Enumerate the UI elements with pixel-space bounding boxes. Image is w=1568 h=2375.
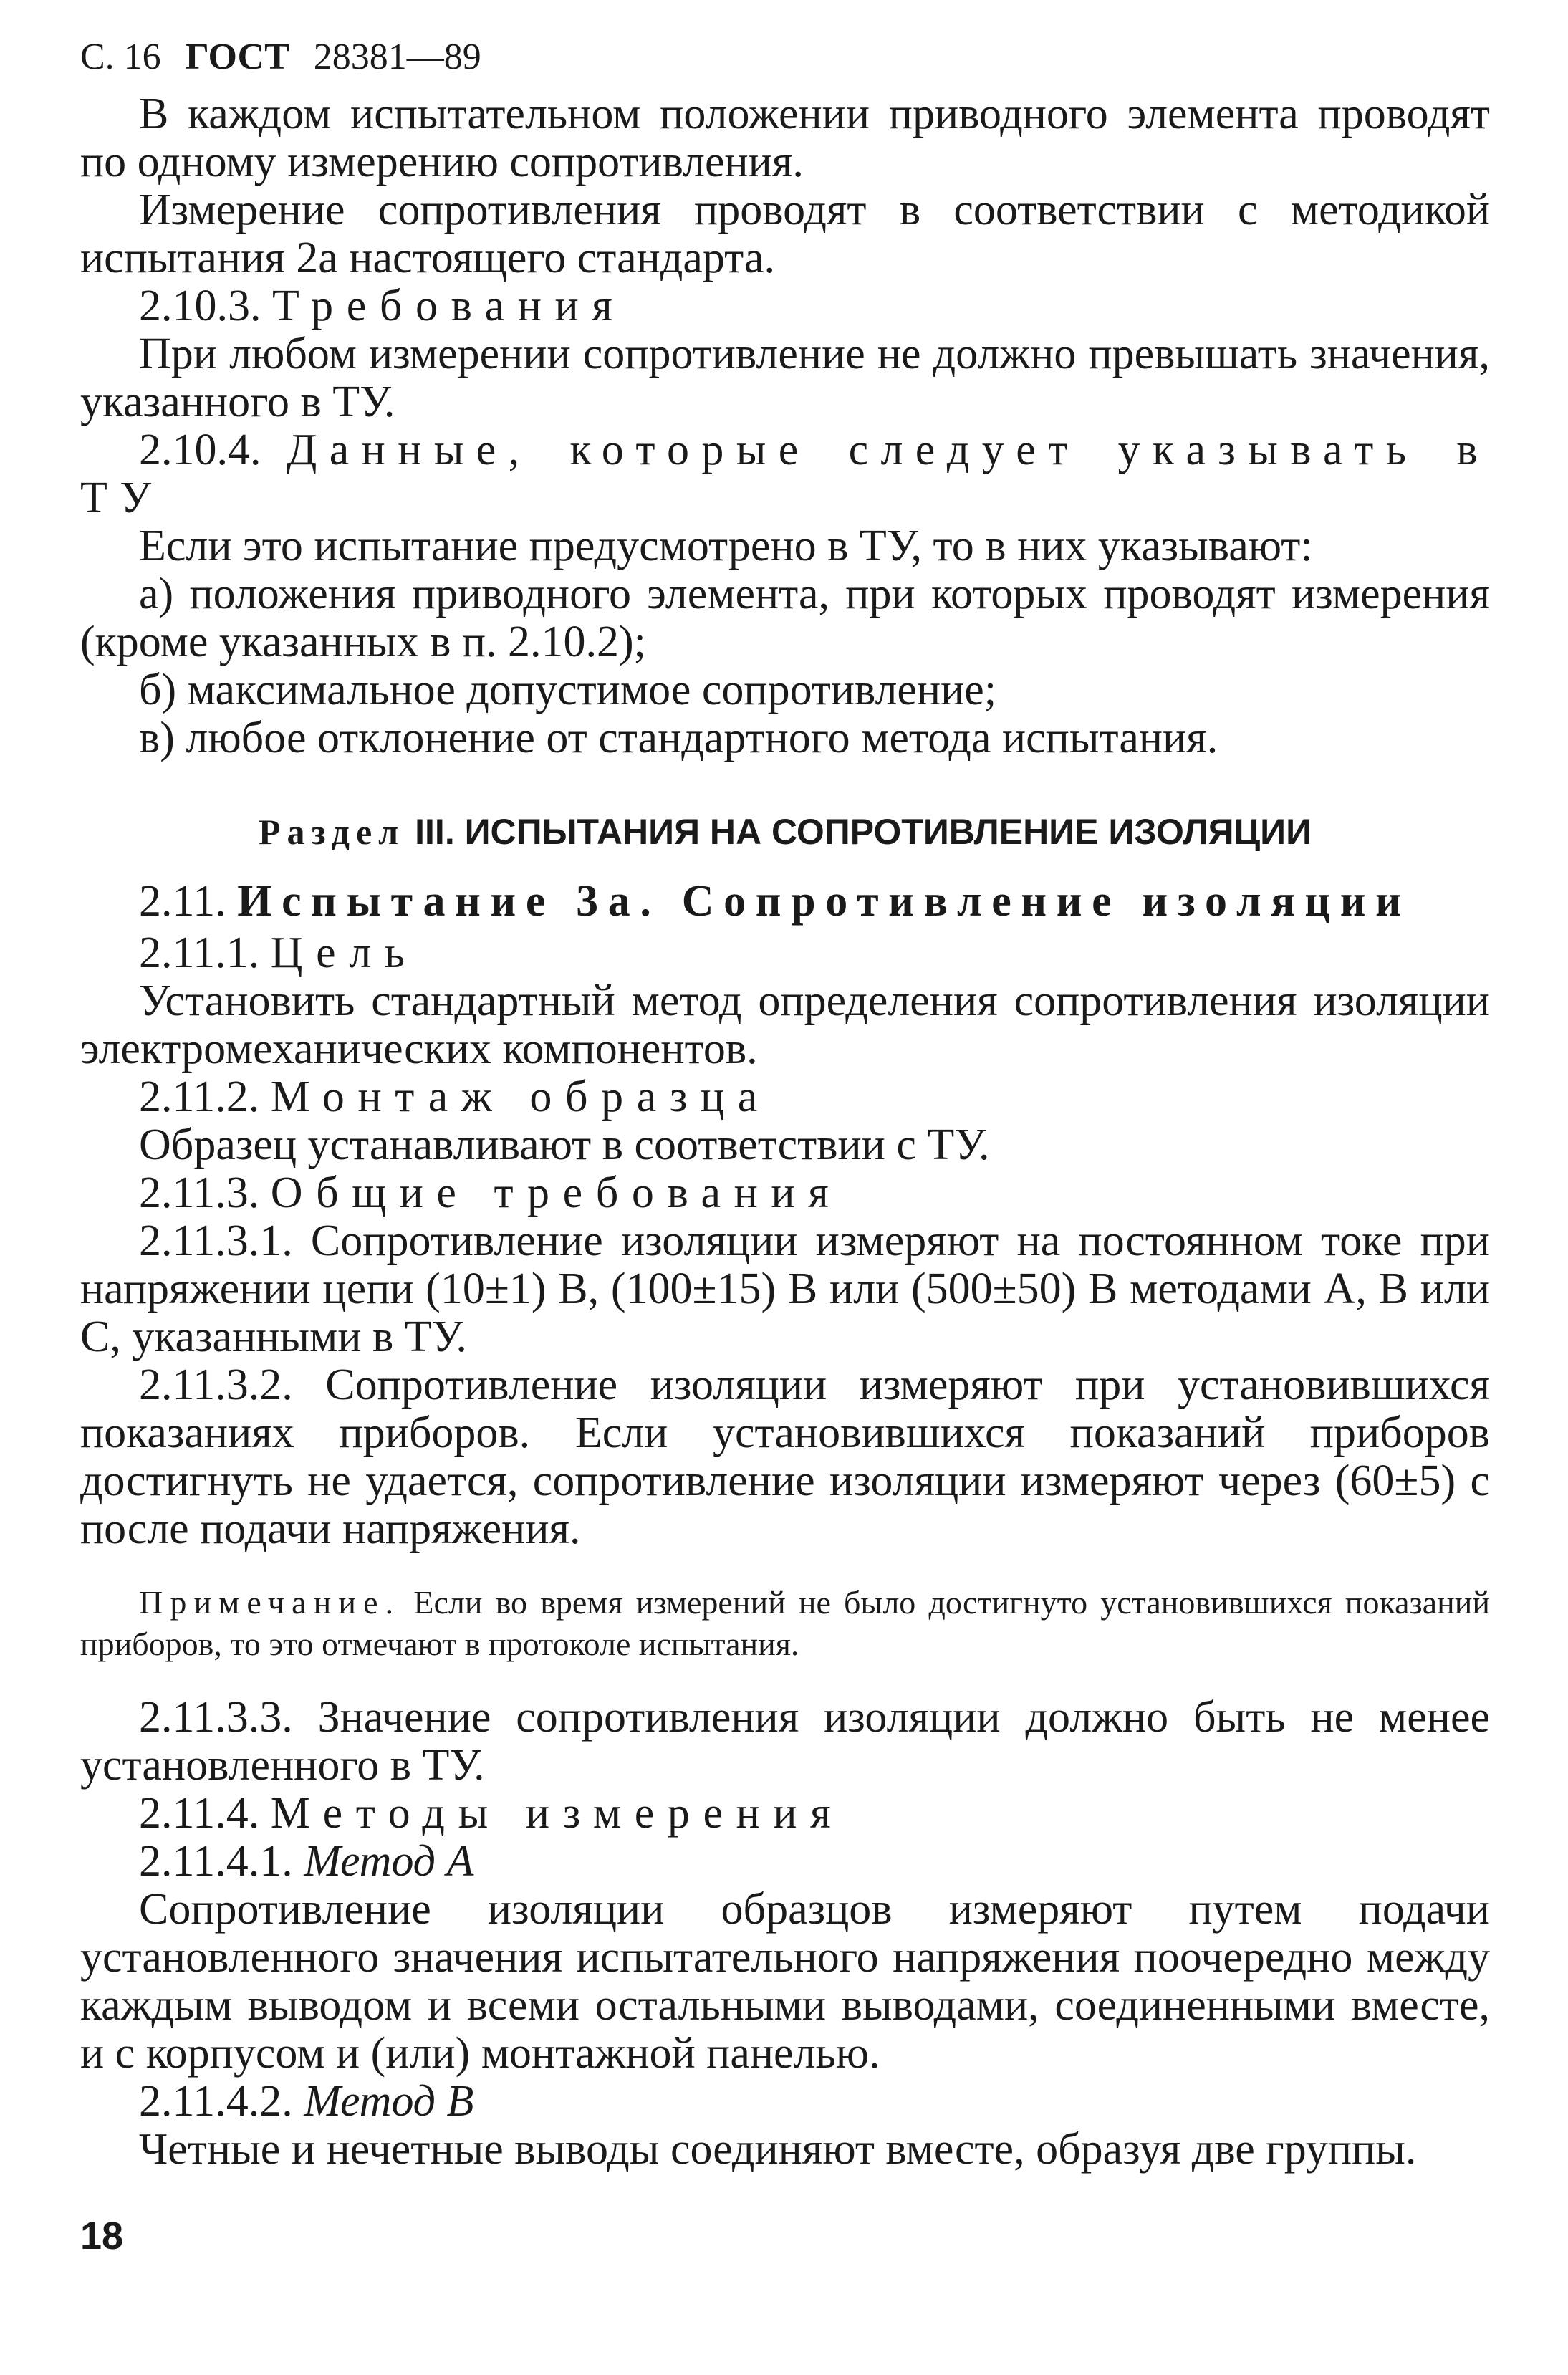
page-indicator: С. 16 — [80, 37, 161, 77]
section-title — [80, 808, 1490, 856]
document-page — [80, 29, 1490, 2174]
subsection-heading — [80, 426, 1490, 522]
subsection-heading — [80, 929, 1490, 977]
note-text: Если во время измерений не было достигнуто установившихся показаний приборов, то это отмечают в протоколе испытания. — [80, 1584, 1490, 1662]
list-item: в) любое отклонение от стандартного метода испытания. — [139, 714, 1218, 762]
subsection-title: Цель — [270, 929, 418, 977]
section-name: III. ИСПЫТАНИЯ НА СОПРОТИВЛЕНИЕ ИЗОЛЯЦИИ — [415, 812, 1312, 852]
subsection-number: 2.11.4.1. — [139, 1837, 293, 1886]
page-number: 18 — [80, 2215, 124, 2258]
section-label: Раздел — [258, 812, 405, 852]
paragraph: 2.11.3.3. Значение сопротивления изоляции должно быть не менее установленного в ТУ. — [80, 1693, 1490, 1790]
standard-number: 28381—89 — [313, 37, 481, 77]
subsection-title: Общие требования — [270, 1169, 842, 1217]
subsection-number: 2.11.2. — [139, 1073, 260, 1121]
paragraph: 2.11.3.1. Сопротивление изоляции измеряют на постоянном токе при напряжении цепи (10±1) В, (100±15) В или (500±50) В методами А, В или С, указанными в ТУ. — [80, 1217, 1490, 1361]
subsection-title: Метод А — [304, 1837, 474, 1886]
test-title: Испытание 3а. Сопротивление изоляции — [237, 877, 1411, 926]
subsection-title: Методы измерения — [270, 1789, 845, 1838]
subsection-number: 2.10.4. — [139, 426, 261, 474]
subsection-heading — [80, 282, 1490, 330]
list-item: б) максимальное допустимое сопротивление; — [139, 666, 997, 714]
paragraph: Если это испытание предусмотрено в ТУ, то в них указывают: — [139, 522, 1313, 570]
paragraph: Образец устанавливают в соответствии с ТУ. — [139, 1121, 990, 1169]
page-header — [80, 29, 1490, 86]
subsection-number: 2.11.4.2. — [139, 2077, 293, 2126]
subsection-number: 2.11.3. — [139, 1169, 260, 1217]
test-heading — [80, 873, 1490, 929]
subsection-heading — [80, 1838, 1490, 1886]
paragraph: Измерение сопротивления проводят в соответствии с методикой испытания 2а настоящего стандарта. — [80, 186, 1490, 282]
subsection-title: Метод В — [304, 2077, 474, 2126]
subsection-title: Данные, которые следует указывать в ТУ — [80, 426, 1491, 522]
list-item: а) положения приводного элемента, при которых проводят измерения (кроме указанных в п. 2.10.2); — [80, 570, 1490, 666]
subsection-heading — [80, 2078, 1490, 2126]
paragraph: При любом измерении сопротивление не должно превышать значения, указанного в ТУ. — [80, 330, 1490, 426]
note-label: Примечание. — [139, 1584, 401, 1621]
paragraph: Установить стандартный метод определения сопротивления изоляции электромеханических компонентов. — [80, 977, 1490, 1073]
subsection-heading — [80, 1073, 1490, 1121]
subsection-title: Требования — [272, 282, 626, 330]
note — [80, 1582, 1490, 1665]
paragraph: 2.11.3.2. Сопротивление изоляции измеряют при установившихся показаниях приборов. Если установившихся показаний приборов достигнуть не удается, сопротивление изоляции измеряют через (60±5) с после подачи напряжения. — [80, 1361, 1490, 1553]
subsection-number: 2.11.1. — [139, 929, 260, 977]
standard-label: ГОСТ — [185, 37, 289, 77]
subsection-title: Монтаж образца — [270, 1073, 771, 1121]
paragraph: В каждом испытательном положении приводного элемента проводят по одному измерению сопротивления. — [80, 90, 1490, 186]
subsection-heading — [80, 1790, 1490, 1838]
subsection-number: 2.11.4. — [139, 1789, 260, 1838]
subsection-heading — [80, 1169, 1490, 1217]
test-number: 2.11. — [139, 877, 226, 926]
paragraph: Четные и нечетные выводы соединяют вместе, образуя две группы. — [139, 2125, 1417, 2174]
subsection-number: 2.10.3. — [139, 282, 261, 330]
paragraph: Сопротивление изоляции образцов измеряют путем подачи установленного значения испытательного напряжения поочередно между каждым выводом и всеми остальными выводами, соединенными вместе, и с корпусом и (или) монтажной панелью. — [80, 1885, 1490, 2078]
